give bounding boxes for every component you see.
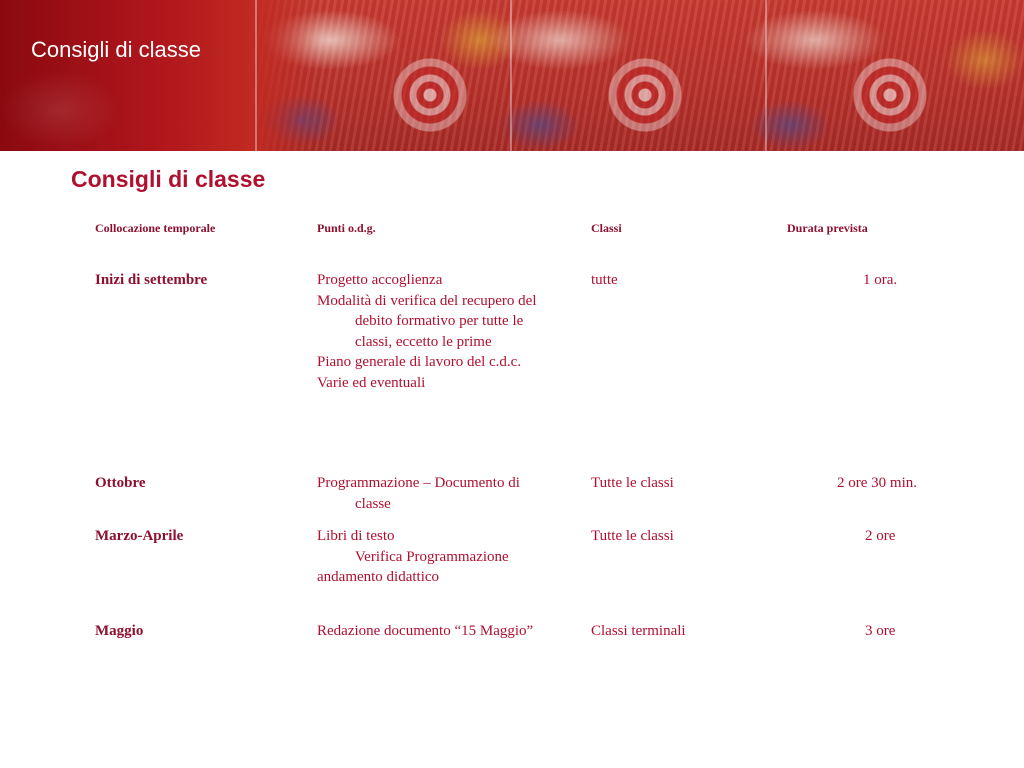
row-time: Marzo-Aprile: [95, 528, 184, 544]
row-classes: Tutte le classi: [591, 475, 674, 491]
row-classes: Classi terminali: [591, 623, 686, 639]
agenda-line: Redazione documento “15 Maggio”: [317, 623, 534, 639]
row-agenda: [317, 270, 537, 394]
header-title: Consigli di classe: [31, 37, 201, 62]
slide-title: Consigli di classe: [71, 166, 266, 192]
agenda-line: Verifica Programmazione: [355, 548, 509, 565]
banner-panel-divider: [255, 0, 257, 151]
agenda-line: Varie ed eventuali: [317, 374, 426, 391]
row-duration: 3 ore: [865, 623, 896, 639]
banner-panel-divider: [765, 0, 767, 151]
agenda-line: debito formativo per tutte le: [355, 313, 524, 330]
column-header-duration: Durata prevista: [787, 221, 868, 235]
column-header-agenda: Punti o.d.g.: [317, 221, 376, 235]
column-header-time: Collocazione temporale: [95, 221, 216, 235]
row-time: Ottobre: [95, 475, 146, 491]
column-header-classes: Classi: [591, 221, 622, 235]
agenda-line: Libri di testo: [317, 528, 395, 544]
header-banner: [0, 0, 1024, 151]
agenda-line: Progetto accoglienza: [317, 272, 443, 288]
row-duration: 1 ora.: [863, 272, 898, 288]
row-duration: 2 ore 30 min.: [837, 475, 917, 491]
row-agenda: [317, 621, 533, 642]
agenda-line: Programmazione – Documento di: [317, 475, 520, 491]
agenda-line: classi, eccetto le prime: [355, 333, 492, 350]
agenda-line: Modalità di verifica del recupero del: [317, 292, 537, 309]
row-duration: 2 ore: [865, 528, 896, 544]
agenda-line: classe: [355, 495, 391, 512]
row-classes: Tutte le classi: [591, 528, 674, 544]
row-agenda: [317, 473, 520, 514]
row-classes: tutte: [591, 272, 618, 288]
row-time: Inizi di settembre: [95, 272, 208, 288]
agenda-line: Piano generale di lavoro del c.d.c.: [317, 354, 522, 371]
agenda-line: andamento didattico: [317, 569, 440, 586]
row-time: Maggio: [95, 623, 144, 639]
row-agenda: [317, 526, 509, 588]
banner-panel-divider: [510, 0, 512, 151]
